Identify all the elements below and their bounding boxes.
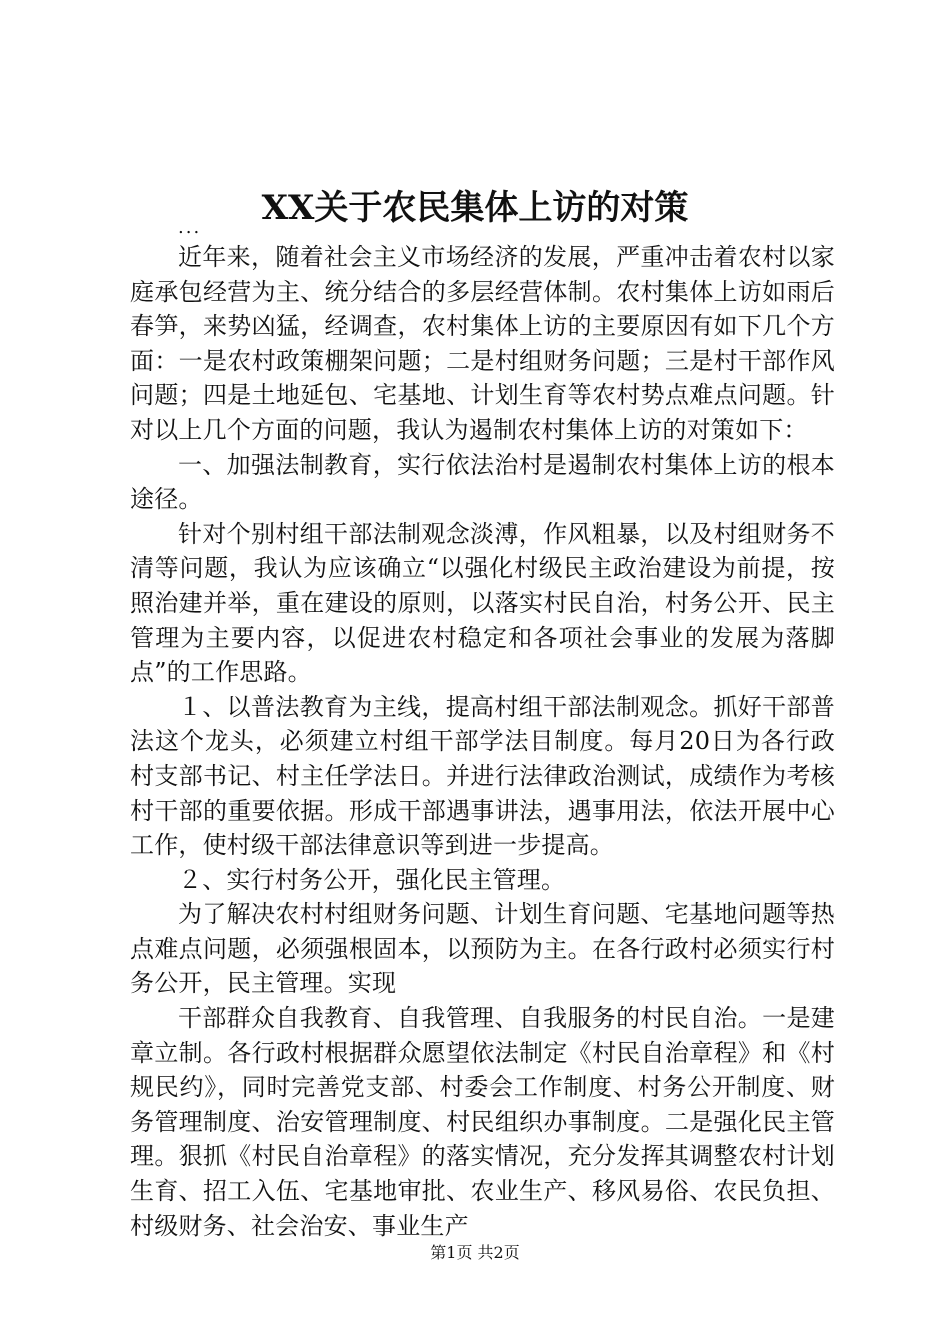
page-footer: 第1页 共2页 [430,1243,520,1262]
document-body [130,240,835,1243]
paragraph-village-affairs: 为了解决农村村组财务问题、计划生育问题、宅基地问题等热点难点问题，必须强根固本，以预防为主。在各行政村必须实行村务公开，民主管理。实现 [130,900,835,998]
paragraph-item-2: ２、实行村务公开，强化民主管理。 [178,865,566,894]
ellipsis-marker: ... [178,217,202,238]
paragraph-item-1: １、以普法教育为主线，提高村组干部法制观念。抓好干部普法这个龙头，必须建立村组干部学法目制度。每月20日为各行政村支部书记、村主任学法日。并进行法律政治测试，成绩作为考核村干部的重要依据。形成干部遇事讲法，遇事用法，依法开展中心工作，使村级干部法律意识等到进一步提高。 [130,692,835,860]
paragraph-self-governance: 干部群众自我教育、自我管理、自我服务的村民自治。一是建章立制。各行政村根据群众愿望依法制定《村民自治章程》和《村规民约》，同时完善党支部、村委会工作制度、村务公开制度、财务管理制度、治安管理制度、村民组织办事制度。二是强化民主管理。狠抓《村民自治章程》的落实情况，充分发挥其调整农村计划生育、招工入伍、宅基地审批、农业生产、移风易俗、农民负担、村级财务、社会治安、事业生产 [130,1004,835,1240]
paragraph-intro: 近年来，随着社会主义市场经济的发展，严重冲击着农村以家庭承包经营为主、统分结合的多层经营体制。农村集体上访如雨后春笋，来势凶猛，经调查，农村集体上访的主要原因有如下几个方面：一是农村政策棚架问题；二是村组财务问题；三是村干部作风问题；四是土地延包、宅基地、计划生育等农村势点难点问题。针对以上几个方面的问题，我认为遏制农村集体上访的对策如下： [130,243,835,444]
paragraph-work-idea: 针对个别村组干部法制观念淡溥，作风粗暴，以及村组财务不清等问题，我认为应该确立“以强化村级民主政治建设为前提，按照治建并举，重在建设的原则，以落实村民自治，村务公开、民主管理为主要内容，以促进农村稳定和各项社会事业的发展为落脚点”的工作思路。 [130,519,835,687]
paragraph-heading-1: 一、加强法制教育，实行依法治村是遏制农村集体上访的根本途径。 [130,450,835,514]
document-title: XX关于农民集体上访的对策 [261,188,689,228]
